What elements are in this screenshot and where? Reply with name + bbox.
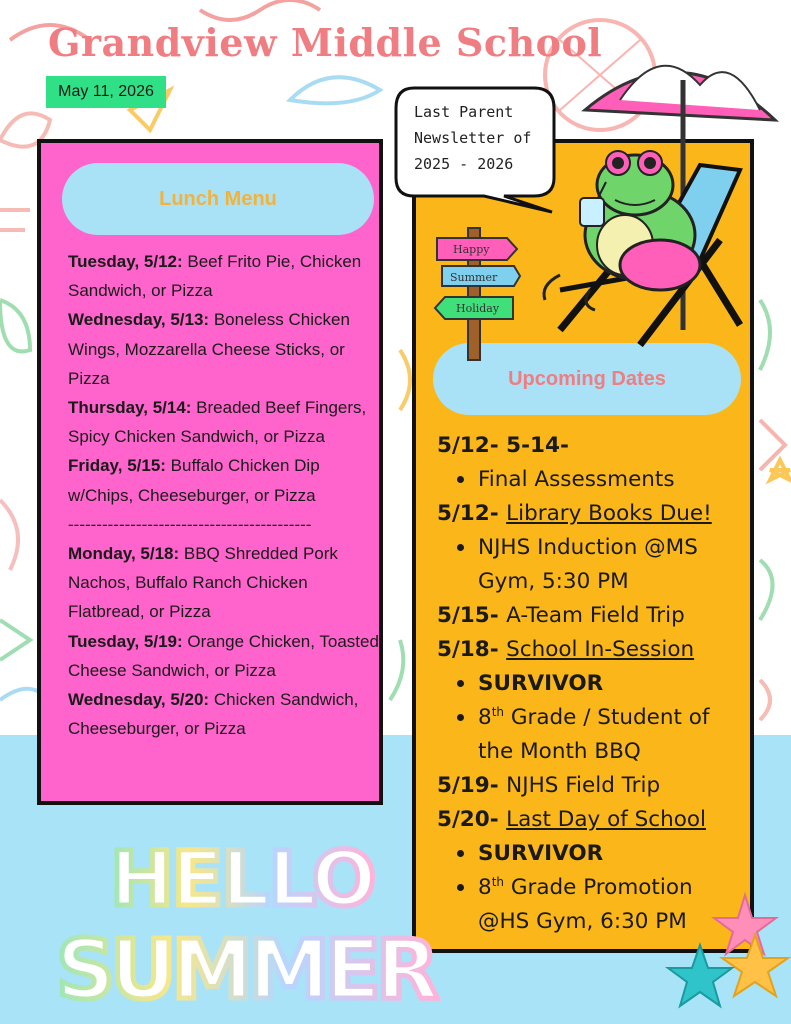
event-title: School In-Session — [506, 637, 695, 662]
ordinal-suffix: th — [491, 704, 504, 719]
menu-item — [68, 393, 380, 451]
event-bullet: SURVIVOR — [437, 837, 757, 871]
menu-item — [68, 305, 380, 393]
sign-board: Summer — [450, 271, 498, 284]
menu-text: Orange Chicken, Toasted Cheese Sandwich, or Pizza — [68, 631, 379, 680]
event-bullet: SURVIVOR — [437, 667, 757, 701]
menu-day: Thursday, 5/14: — [68, 398, 192, 418]
upcoming-dates-list — [437, 429, 757, 939]
menu-text: Boneless Chicken Wings, Mozzarella Cheese Sticks, or Pizza — [68, 310, 350, 388]
event-title: Last Day of School — [506, 807, 706, 832]
upcoming-dates-title: Upcoming Dates — [433, 343, 741, 415]
menu-day: Monday, 5/18: — [68, 544, 180, 564]
menu-day: Tuesday, 5/19: — [68, 631, 183, 651]
summer-word: SUMMER — [56, 923, 434, 1018]
event-date: 5/20- — [437, 807, 499, 832]
hello-summer-lettering — [50, 830, 434, 1018]
event-bullet-continued: @HS Gym, 6:30 PM — [478, 909, 687, 934]
menu-text: Breaded Beef Fingers, Spicy Chicken Sandwich, or Pizza — [68, 398, 367, 447]
bubble-line: 2025 - 2026 — [414, 155, 514, 173]
newsletter-date: May 11, 2026 — [46, 76, 166, 108]
lunch-menu-list — [68, 247, 380, 743]
menu-text: Buffalo Chicken Dip w/Chips, Cheeseburger, or Pizza — [68, 456, 320, 505]
event-bullet-text: Grade / Student of — [504, 705, 710, 730]
starfish-decoration — [660, 890, 791, 1024]
event-title: Library Books Due! — [506, 501, 712, 526]
hello-word: HELLO — [110, 834, 375, 923]
event-date: 5/18- — [437, 637, 499, 662]
menu-day: Friday, 5/15: — [68, 456, 166, 476]
event-bullet: NJHS Induction @MS — [437, 531, 757, 565]
event-heading — [437, 769, 757, 803]
speech-bubble-text — [414, 99, 544, 177]
menu-item — [68, 451, 380, 509]
menu-item — [68, 539, 380, 627]
menu-item — [68, 685, 380, 743]
event-title: A-Team Field Trip — [506, 603, 685, 628]
lunch-menu-panel — [37, 139, 383, 805]
event-date: 5/12- — [437, 501, 499, 526]
event-bullet — [437, 701, 757, 735]
menu-day: Tuesday, 5/12: — [68, 252, 183, 271]
grade-number: 8 — [478, 875, 492, 900]
event-bullet-continued: Gym, 5:30 PM — [478, 569, 629, 594]
menu-item — [68, 247, 380, 305]
menu-text: Chicken Sandwich, Cheeseburger, or Pizza — [68, 690, 359, 739]
event-title: NJHS Field Trip — [506, 773, 661, 798]
event-date: 5/12- 5-14- — [437, 433, 569, 458]
bubble-line: Newsletter of — [414, 129, 532, 147]
menu-text: Beef Frito Pie, Chicken Sandwich, or Pizza — [68, 252, 362, 301]
event-bullet-text: Grade Promotion — [504, 875, 693, 900]
menu-text: BBQ Shredded Pork Nachos, Buffalo Ranch Chicken Flatbread, or Pizza — [68, 544, 338, 622]
lunch-menu-title: Lunch Menu — [62, 163, 374, 235]
event-bullet-continued: the Month BBQ — [478, 739, 641, 764]
ordinal-suffix: th — [491, 874, 504, 889]
menu-item — [68, 627, 380, 685]
bubble-line: Last Parent — [414, 103, 514, 121]
menu-day: Wednesday, 5/13: — [68, 310, 210, 330]
event-date: 5/15- — [437, 603, 499, 628]
week-divider: ------------------------------------------- — [68, 514, 312, 534]
event-bullet: Final Assessments — [437, 463, 757, 497]
event-date: 5/19- — [437, 773, 499, 798]
sign-board: Happy — [453, 243, 490, 256]
event-heading — [437, 599, 757, 633]
grade-number: 8 — [478, 705, 492, 730]
event-heading — [437, 497, 757, 531]
event-heading — [437, 633, 757, 667]
event-heading — [437, 803, 757, 837]
sign-board: Holiday — [456, 302, 500, 315]
menu-day: Wednesday, 5/20: — [68, 690, 210, 710]
school-name: Grandview Middle School — [48, 20, 603, 65]
